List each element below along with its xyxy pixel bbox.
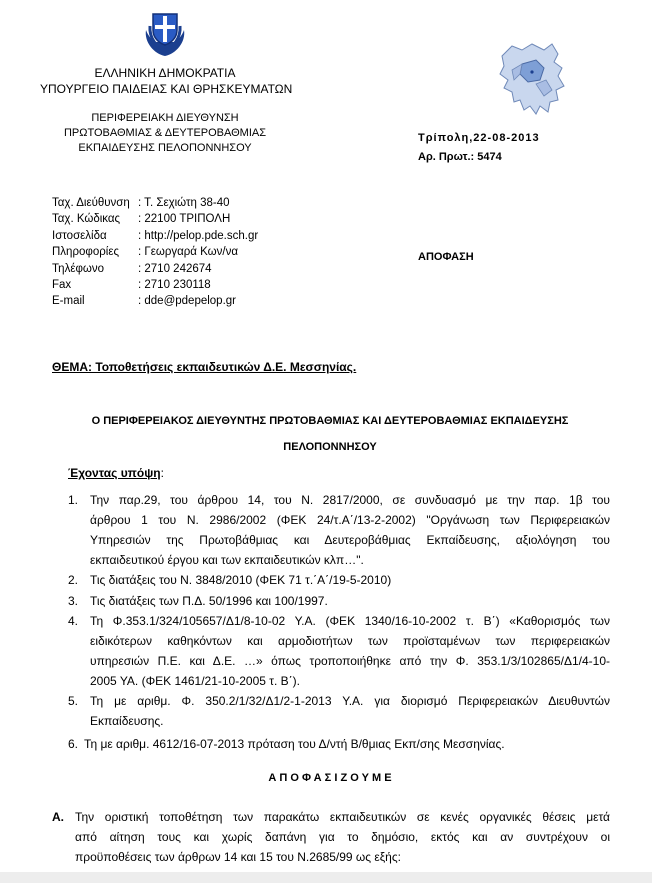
item-5-line-1: Τη με αριθμ. Φ. 350.2/1/32/Δ1/2-1-2013 Υ.Α. για διορισμό Περιφερειακών Διευθυντών — [90, 694, 610, 708]
contact-row-fax: Fax : 2710 230118 — [52, 279, 211, 291]
item-number-1: 1. — [68, 493, 79, 507]
contact-row-website: Ιστοσελίδα : http://pelop.pde.sch.gr — [52, 230, 259, 242]
contact-row-address: Ταχ. Διεύθυνση : Τ. Σεχιώτη 38-40 — [52, 197, 230, 209]
item-1-line-2: άρθρου 1 του Ν. 2986/2002 (ΦΕΚ 24/τ.Α΄/13-2-2002) "Οργάνωση των Περιφερειακών — [90, 513, 610, 527]
section-a-label: Α. — [52, 810, 64, 824]
section-a-line-1: Την οριστική τοποθέτηση των παρακάτω εκπαιδευτικών σε κενές οργανικές θέσεις μετά — [75, 810, 610, 824]
item-4-line-1: Τη Φ.353.1/324/105657/Δ1/8-10-02 Υ.Α. (ΦΕΚ 1340/16-10-2002 τ. Β΄) «Καθορισμός των — [90, 614, 610, 628]
ministry-name: ΥΠΟΥΡΓΕΙΟ ΠΑΙΔΕΙΑΣ ΚΑΙ ΘΡΗΣΚΕΥΜΑΤΩΝ — [40, 82, 293, 96]
contact-row-postal-code: Ταχ. Κώδικας : 22100 ΤΡΙΠΟΛΗ — [52, 213, 231, 225]
place-date: Τρίπολη,22-08-2013 — [418, 132, 540, 144]
item-5-line-2: Εκπαίδευσης. — [90, 714, 164, 728]
contact-row-phone: Τηλέφωνο : 2710 242674 — [52, 263, 212, 275]
item-6-line-1: Τη με αριθμ. 4612/16-07-2013 πρόταση του Δ/ντή Β/θμιας Εκπ/σης Μεσσηνίας. — [84, 737, 505, 751]
page-bottom-edge — [0, 872, 652, 883]
decision-heading: Α Π Ο Φ Α Σ Ι Ζ Ο Υ Μ Ε — [268, 772, 392, 784]
item-number-6: 6. — [68, 737, 79, 751]
directorate-line-3: ΕΚΠΑΙΔΕΥΣΗΣ ΠΕΛΟΠΟΝΝΗΣΟΥ — [78, 142, 252, 154]
considering-heading: Έχοντας υπόψη: — [68, 466, 164, 480]
greek-coat-of-arms-icon — [140, 8, 190, 58]
section-a-line-3: προϋποθέσεις των άρθρων 14 και 15 του Ν.2685/99 ως εξής: — [75, 850, 401, 864]
authority-title-line-1: Ο ΠΕΡΙΦΕΡΕΙΑΚΟΣ ΔΙΕΥΘΥΝΤΗΣ ΠΡΩΤΟΒΑΘΜΙΑΣ ΚΑΙ ΔΕΥΤΕΡΟΒΑΘΜΙΑΣ ΕΚΠΑΙΔΕΥΣΗΣ — [91, 415, 569, 427]
item-number-2: 2. — [68, 573, 79, 587]
item-number-5: 5. — [68, 694, 79, 708]
item-number-3: 3. — [68, 594, 79, 608]
directorate-line-2: ΠΡΩΤΟΒΑΘΜΙΑΣ & ΔΕΥΤΕΡΟΒΑΘΜΙΑΣ — [63, 127, 267, 139]
protocol-number: Αρ. Πρωτ.: 5474 — [418, 151, 502, 163]
item-1-line-4: εκπαιδευτικού έργου και των εκπαιδευτικών κλπ…". — [90, 553, 364, 567]
item-4-line-3: υπηρεσιών Π.Ε. και Δ.Ε. …» όπως τροποποιήθηκε από την Φ. 353.1/3/102865/Δ1/4-10- — [90, 654, 610, 668]
item-number-4: 4. — [68, 614, 79, 628]
item-4-line-4: 2005 ΥΑ. (ΦΕΚ 1461/21-10-2005 τ. Β΄). — [90, 674, 300, 688]
subject-line: ΘΕΜΑ: Τοποθετήσεις εκπαιδευτικών Δ.Ε. Μεσσηνίας. — [52, 360, 357, 374]
item-1-line-3: Υπηρεσιών της Πρωτοβάθμιας και Δευτεροβάθμιας Εκπαίδευσης, αξιολόγηση του — [90, 533, 610, 547]
item-1-line-1: Την παρ.29, του άρθρου 14, του Ν. 2817/2000, σε συνδυασμό με την παρ. 1β του — [90, 493, 610, 507]
country-name: ΕΛΛΗΝΙΚΗ ΔΗΜΟΚΡΑΤΙΑ — [94, 66, 236, 80]
section-a-line-2: από αίτηση τους και χωρίς δαπάνη για το δημόσιο, εκτός και αν συντρέχουν οι — [75, 830, 610, 844]
authority-title-line-2: ΠΕΛΟΠΟΝΝΗΣΟΥ — [283, 441, 377, 453]
document-type: ΑΠΟΦΑΣΗ — [418, 251, 474, 263]
contact-row-email: E-mail : dde@pdepelop.gr — [52, 295, 236, 307]
directorate-line-1: ΠΕΡΙΦΕΡΕΙΑΚΗ ΔΙΕΥΘΥΝΣΗ — [91, 112, 239, 124]
item-2-line-1: Τις διατάξεις του Ν. 3848/2010 (ΦΕΚ 71 τ.΄Α΄/19-5-2010) — [90, 573, 392, 587]
item-4-line-2: ειδικότερων καθηκόντων και αρμοδιοτήτων των προϊσταμένων των περιφερειακών — [90, 634, 610, 648]
peloponnese-map-icon — [492, 40, 574, 116]
item-3-line-1: Τις διατάξεις των Π.Δ. 50/1996 και 100/1997. — [90, 594, 328, 608]
contact-row-info: Πληροφορίες : Γεωργαρά Κων/να — [52, 246, 239, 258]
